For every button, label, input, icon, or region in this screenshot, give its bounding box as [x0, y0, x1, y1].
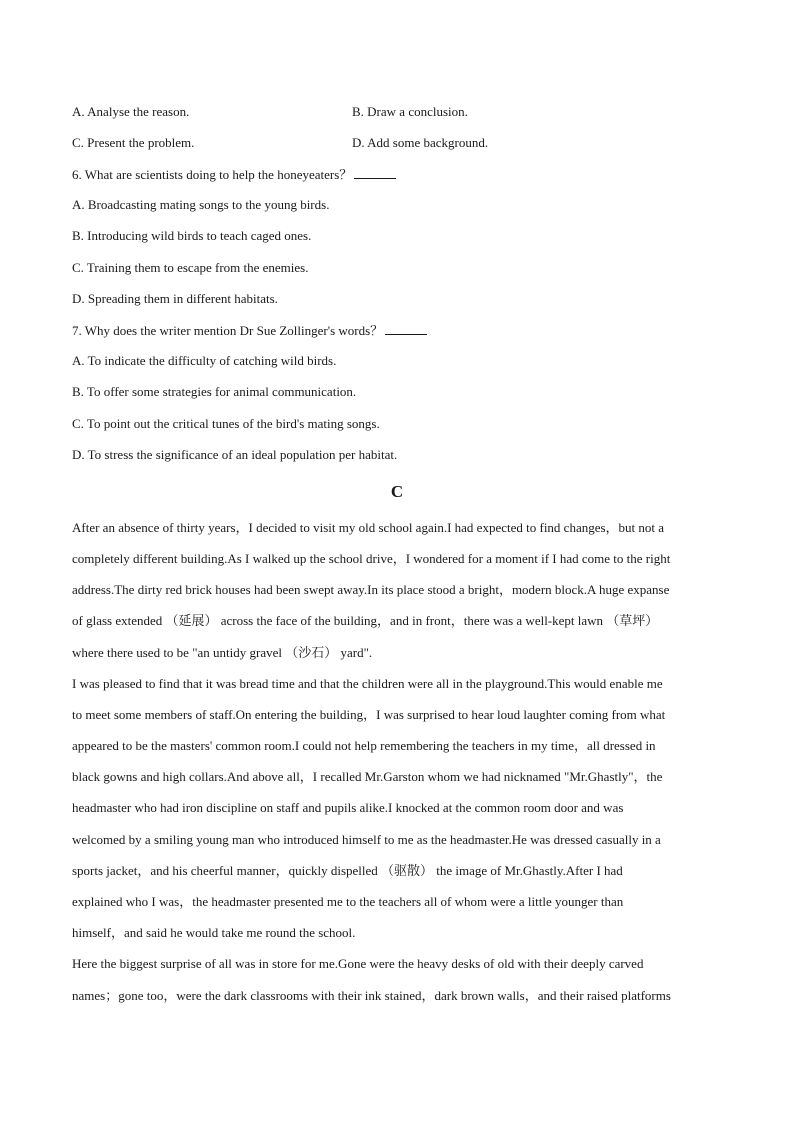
q7-option-b: B. To offer some strategies for animal communication.: [72, 384, 357, 399]
q6-option-d: D. Spreading them in different habitats.: [72, 291, 278, 306]
passage-line: sports jacket，and his cheerful manner，quickly dispelled （驱散） the image of Mr.Ghastly.After I had: [72, 863, 623, 878]
q6-question-row: [72, 166, 396, 183]
passage-line: himself，and said he would take me round the school.: [72, 925, 356, 940]
q5-option-b: B. Draw a conclusion.: [352, 104, 468, 119]
passage-line: explained who I was，the headmaster presented me to the teachers all of whom were a little younger than: [72, 894, 624, 909]
passage-line: welcomed by a smiling young man who introduced himself to me as the headmaster.He was dressed casually in a: [72, 832, 661, 847]
q7-answer-blank: [385, 322, 427, 335]
passage-line: where there used to be "an untidy gravel （沙石） yard".: [72, 645, 373, 660]
q7-question-row: [72, 322, 427, 339]
q7-question: 7. Why does the writer mention Dr Sue Zollinger's words？: [72, 323, 384, 338]
q7-option-d: D. To stress the significance of an ideal population per habitat.: [72, 447, 398, 462]
q6-option-a: A. Broadcasting mating songs to the young birds.: [72, 197, 330, 212]
passage-line: After an absence of thirty years，I decided to visit my old school again.I had expected to find changes，but not a: [72, 520, 665, 535]
passage-line: appeared to be the masters' common room.I could not help remembering the teachers in my time，all dressed in: [72, 738, 656, 753]
q6-option-b: B. Introducing wild birds to teach caged ones.: [72, 228, 312, 243]
passage-line: names；gone too，were the dark classrooms with their ink stained，dark brown walls，and their raised platforms: [72, 988, 671, 1003]
passage-line: address.The dirty red brick houses had been swept away.In its place stood a bright，modern block.A huge expanse: [72, 582, 670, 597]
q6-option-c: C. Training them to escape from the enemies.: [72, 260, 309, 275]
passage-line: Here the biggest surprise of all was in store for me.Gone were the heavy desks of old with their deeply carved: [72, 956, 644, 971]
q5-option-a: A. Analyse the reason.: [72, 104, 190, 119]
q7-option-c: C. To point out the critical tunes of the bird's mating songs.: [72, 416, 380, 431]
passage-line: black gowns and high collars.And above all，I recalled Mr.Garston whom we had nicknamed "Mr.Ghastly"，the: [72, 769, 663, 784]
section-title: C: [390, 482, 404, 501]
passage-line: headmaster who had iron discipline on staff and pupils alike.I knocked at the common room door and was: [72, 800, 624, 815]
passage-line: completely different building.As I walked up the school drive，I wondered for a moment if I had come to the right: [72, 551, 671, 566]
q6-answer-blank: [354, 166, 396, 179]
q5-option-c: C. Present the problem.: [72, 135, 195, 150]
passage-line: I was pleased to find that it was bread time and that the children were all in the playground.This would enable me: [72, 676, 663, 691]
q5-option-d: D. Add some background.: [352, 135, 489, 150]
passage-line: of glass extended （延展） across the face of the building，and in front，there was a well-kept lawn （草坪）: [72, 613, 659, 628]
q6-question: 6. What are scientists doing to help the honeyeaters？: [72, 167, 353, 182]
q7-option-a: A. To indicate the difficulty of catching wild birds.: [72, 353, 337, 368]
passage-line: to meet some members of staff.On entering the building，I was surprised to hear loud laughter coming from what: [72, 707, 666, 722]
